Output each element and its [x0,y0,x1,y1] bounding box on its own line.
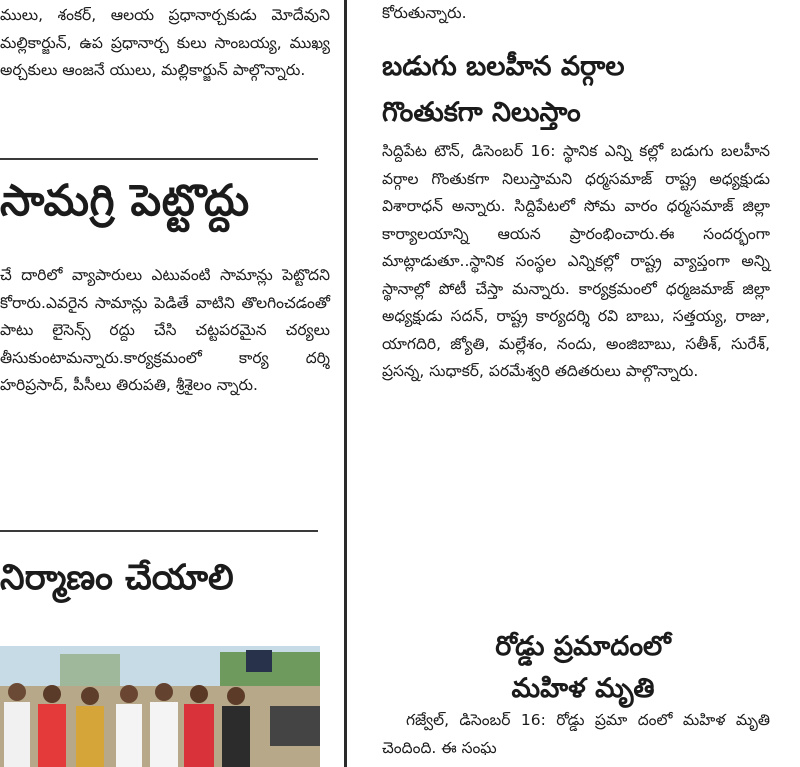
right-headline-1-line-2: గొంతుకగా నిలుస్తాం [382,97,581,128]
left-headline-1: సామగ్రి పెట్టొద్దు [0,176,250,226]
right-body-paragraph-1: సిద్దిపేట టౌన్, డిసెంబర్ 16: స్థానిక ఎన్ని కల్లో బడుగు బలహీన వర్గాల గొంతుకగా నిలుస్తామని ధర్మసమాజ్ రాష్ట్ర అధ్యక్షుడు విశారాధన్ అన్నారు. సిద్దిపేటలో సోమ వారం ధర్మసమాజ్ జిల్లా కార్యాలయాన్ని ఆయన ప్రారంభించారు.ఈ సందర్భంగా మాట్లాడుతూ..స్థానిక సంస్థల ఎన్నికల్లో రాష్ట్ర వ్యాప్తంగా అన్ని స్థానాల్లో పోటీ చేస్తా మన్నారు. కార్యక్రమంలో ధర్మజమాజ్ జిల్లా అధ్యక్షుడు సదన్, రాష్ట్ర కార్యదర్శి రవి బాబు, సత్తయ్య, రాజు, యాగదిరి, జ్యోతి, మల్లేశం, నందు, అంజిబాబు, సతీశ్, సురేశ్, ప్రసన్న, సుధాకర్, పరమేశ్వరి తదితరులు పాల్గొన్నారు. [382,142,770,380]
news-photo [0,646,320,767]
right-body-paragraph-2: గజ్వేల్, డిసెంబర్ 16: రోడ్డు ప్రమా దంలో మహిళ మృతి చెందింది. ఈ సంఘ [382,711,770,757]
column-rule [344,0,347,767]
left-column [0,0,335,767]
right-headline-1-line-1: బడుగు బలహీన వర్గాల [382,51,625,82]
left-body-paragraph: చే దారిలో వ్యాపారులు ఎటువంటి సామాన్లు పెట్టొదని కోరారు.ఎవరైన సామాన్లు పెడితే వాటిని తొలగించడంతో పాటు లైసెన్స్ రద్దు చేసి చట్టపరమైన చర్యలు తీసుకుంటామన్నారు.కార్యక్రమంలో కార్య దర్శి హరిప్రసాద్, పీసీలు తిరుపతి, శ్రీశైలం న్నారు. [0,266,330,394]
right-column [358,0,800,767]
left-divider-2 [0,530,318,532]
news-photo-illustration [0,646,320,767]
right-headline-2-line-2: మహిళ మృతి [511,673,655,704]
right-top-fragment: కోరుతున్నారు. [382,4,467,22]
left-divider-1 [0,158,318,160]
left-headline-2: నిర్మాణం చేయాలి [0,558,234,598]
right-headline-2 [398,626,768,710]
right-headline-1 [382,44,625,136]
left-top-paragraph: ములు, శంకర్, ఆలయ ప్రధానార్చకుడు మోదేవుని మల్లికార్జున్, ఉప ప్రధానార్చ కులు సాంబయ్య, ముఖ్య అర్చకులు ఆంజనే యులు, మల్లికార్జున్ పాల్గొన్నారు. [0,6,330,79]
right-headline-2-line-1: రోడ్డు ప్రమాదంలో [495,631,671,662]
